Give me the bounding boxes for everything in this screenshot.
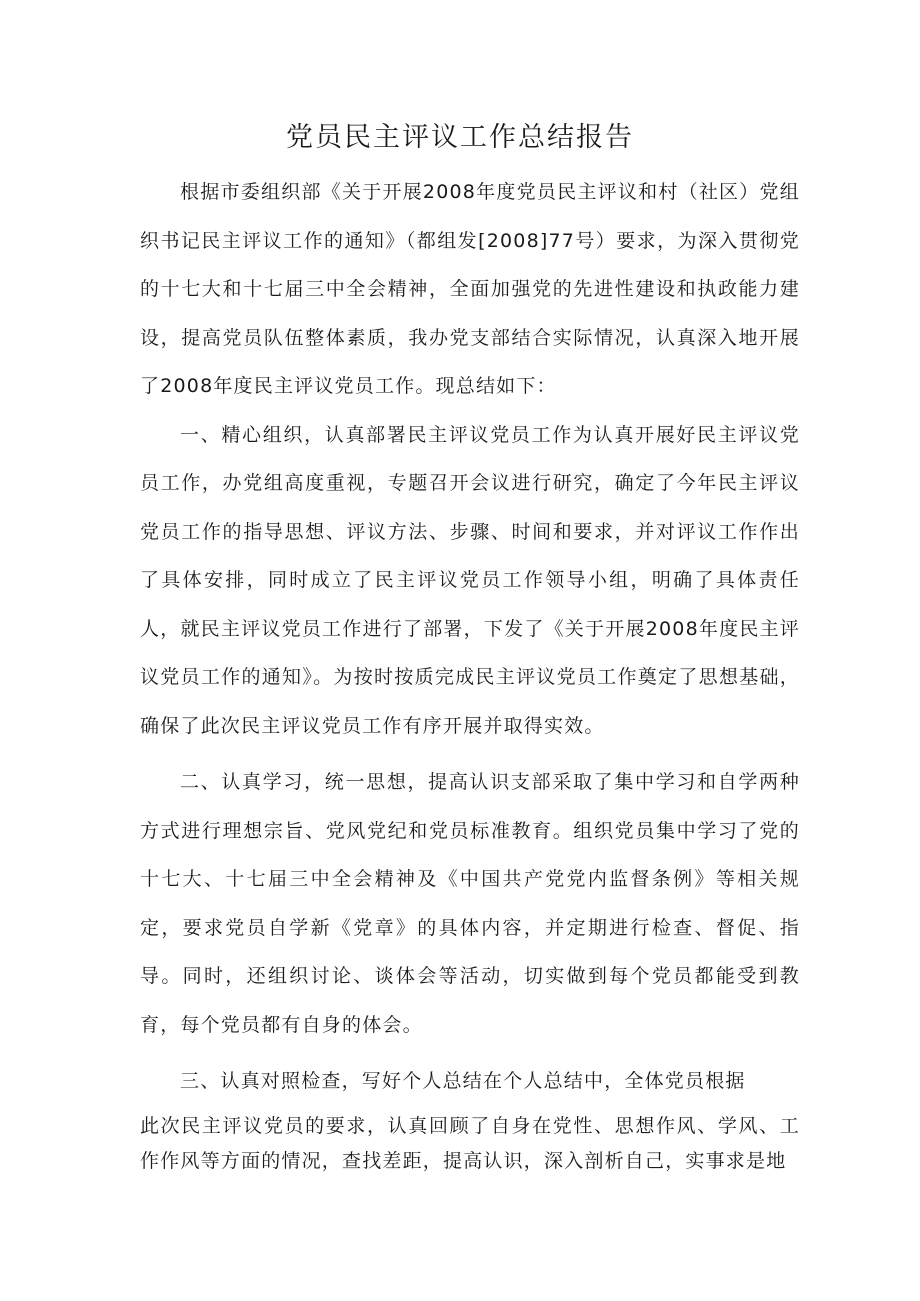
paragraph-section-3-continuation: 此次民主评议党员的要求，认真回顾了自身在党性、思想作风、学风、工作作风等方面的情况，查找差距，提高认识，深入剖析自己，实事求是地: [140, 1115, 800, 1172]
paragraph-section-1: 一、精心组织，认真部署民主评议党员工作为认真开展好民主评议党员工作，办党组高度重视，专题召开会议进行研究，确定了今年民主评议党员工作的指导思想、评议方法、步骤、时间和要求，并对评议工作作出了具体安排，同时成立了民主评议党员工作领导小组，明确了具体责任人，就民主评议党员工作进行了部署，下发了《关于开展2008年度民主评议党员工作的通知》。为按时按质完成民主评议党员工作奠定了思想基础，确保了此次民主评议党员工作有序开展并取得实效。: [140, 423, 800, 737]
document-body: [140, 168, 800, 1179]
paragraph-intro: 根据市委组织部《关于开展2008年度党员民主评议和村（社区）党组织书记民主评议工作的通知》（都组发[2008]77号）要求，为深入贯彻党的十七大和十七届三中全会精神，全面加强党的先进性建设和执政能力建设，提高党员队伍整体素质，我办党支部结合实际情况，认真深入地开展了2008年度民主评议党员工作。现总结如下：: [140, 181, 800, 397]
paragraph-section-2: 二、认真学习，统一思想，提高认识支部采取了集中学习和自学两种方式进行理想宗旨、党风党纪和党员标准教育。组织党员集中学习了党的十七大、十七届三中全会精神及《中国共产党党内监督条例》等相关规定，要求党员自学新《党章》的具体内容，并定期进行检查、督促、指导。同时，还组织讨论、谈体会等活动，切实做到每个党员都能受到教育，每个党员都有自身的体会。: [140, 771, 800, 1036]
document-title: 党员民主评议工作总结报告: [286, 122, 634, 153]
paragraph-section-3: 三、认真对照检查，写好个人总结在个人总结中，全体党员根据: [180, 1070, 746, 1092]
